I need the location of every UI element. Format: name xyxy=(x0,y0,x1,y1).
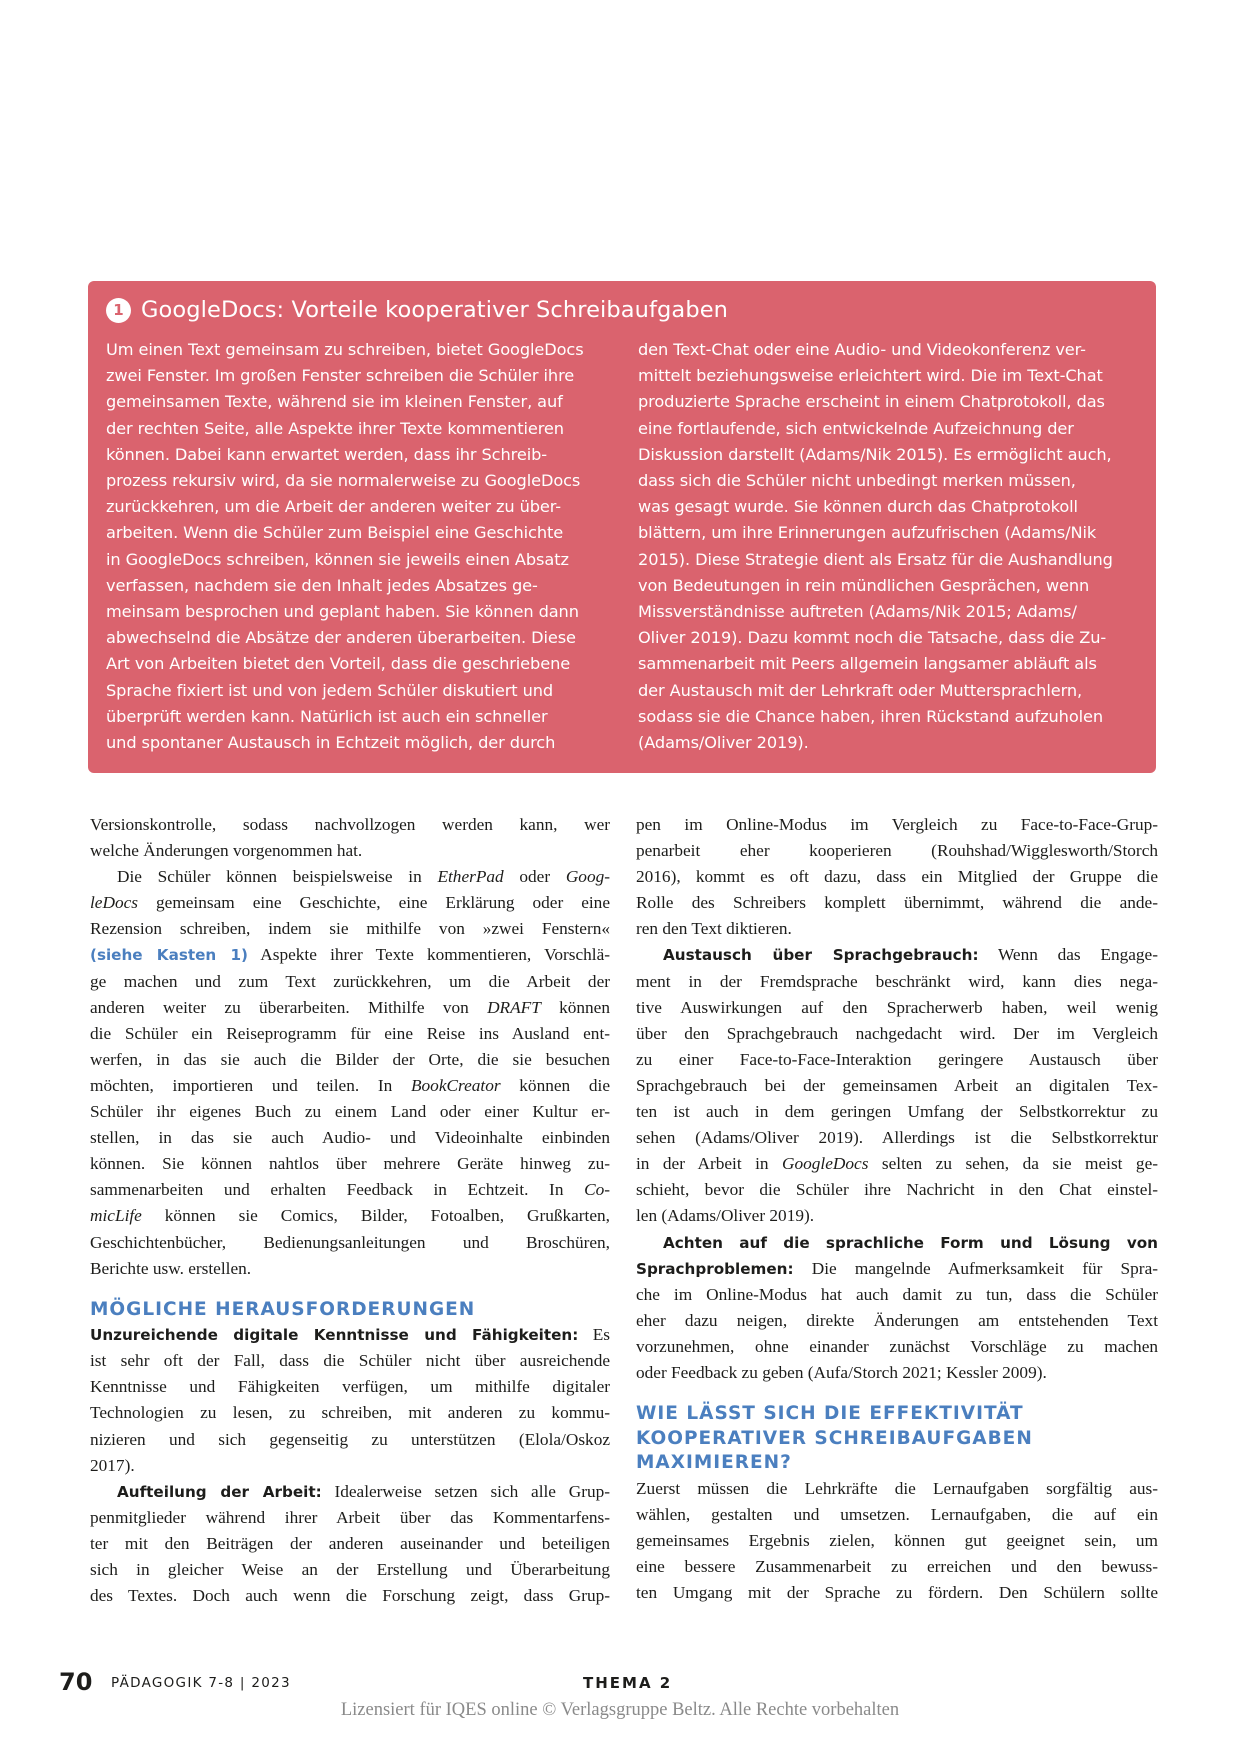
text-line: Schüler ihr eigenes Buch zu einem Land oder einer Kultur er- xyxy=(90,1102,610,1122)
box-line: Missverständnisse auftreten (Adams/Nik 2015; Adams/ xyxy=(638,602,1077,622)
body-right-column xyxy=(636,812,1158,1606)
text: können die xyxy=(500,1075,610,1095)
text-line: ist sehr oft der Fall, dass die Schüler nicht über ausreichende xyxy=(90,1351,610,1371)
text-line: penmitglieder während ihrer Arbeit über das Kommentarfens- xyxy=(90,1507,610,1527)
text-line: Sprachgebrauch bei der gemeinsamen Arbeit an digitalen Tex- xyxy=(636,1075,1158,1095)
text-line xyxy=(636,1230,1158,1256)
box-line: sammenarbeit mit Peers allgemein langsamer abläuft als xyxy=(638,654,1097,674)
heading-line: KOOPERATIVER SCHREIBAUFGABEN xyxy=(636,1427,1033,1449)
text-line: zu einer Face-to-Face-Interaktion geringere Austausch über xyxy=(636,1049,1158,1069)
body-left-column xyxy=(90,812,610,1609)
run-in-heading: Aufteilung der Arbeit: xyxy=(117,1482,322,1501)
text: Die Schüler können beispielsweise in xyxy=(117,867,438,887)
text-line: welche Änderungen vorgenommen hat. xyxy=(90,841,363,861)
spacer xyxy=(90,1282,610,1298)
box-reference-link[interactable]: (siehe Kasten 1) xyxy=(90,946,248,965)
box-line: und spontaner Austausch in Echtzeit möglich, der durch xyxy=(106,733,556,753)
box-line: zurückkehren, um die Arbeit der anderen weiter zu über- xyxy=(106,497,562,517)
paragraph xyxy=(636,1230,1158,1387)
box-line: Um einen Text gemeinsam zu schreiben, bietet GoogleDocs xyxy=(106,340,584,359)
box-line: in GoogleDocs schreiben, können sie jeweils einen Absatz xyxy=(106,549,569,569)
text: Wenn das Engage- xyxy=(978,945,1158,965)
text-line: pen im Online-Modus im Vergleich zu Face-to-Face-Grup- xyxy=(636,815,1158,834)
box-line: eine fortlaufende, sich entwickelnde Aufzeichnung der xyxy=(638,418,1074,438)
heading-line: MAXIMIEREN? xyxy=(636,1452,792,1474)
box-line: der Austausch mit der Lehrkraft oder Muttersprachlern, xyxy=(638,680,1083,700)
box-line: Sprache fixiert ist und von jedem Schüler diskutiert und xyxy=(106,680,554,700)
tool-name-googledocs: GoogleDocs xyxy=(782,1154,869,1174)
box-line: der rechten Seite, alle Aspekte ihrer Texte kommentieren xyxy=(106,418,564,438)
box-line: was gesagt wurde. Sie können durch das Chatprotokoll xyxy=(638,497,1078,517)
info-box-left-column xyxy=(106,337,596,756)
text-line: können. Sie können nahtlos über mehrere Geräte hinweg zu- xyxy=(90,1154,610,1174)
text-line xyxy=(90,1479,610,1505)
text-line: che im Online-Modus hat auch damit zu tun, dass die Schüler xyxy=(636,1284,1158,1304)
text-line xyxy=(636,1151,1158,1177)
box-line: blättern, um ihre Erinnerungen aufzufrischen (Adams/Nik xyxy=(638,523,1097,543)
text-line xyxy=(636,942,1158,968)
text-line: ten Umgang mit der Sprache zu fördern. Den Schülern sollte xyxy=(636,1582,1158,1602)
paragraph xyxy=(90,1322,610,1479)
license-notice: Lizensiert für IQES online © Verlagsgruppe Beltz. Alle Rechte vorbehalten xyxy=(340,1700,900,1720)
text-line xyxy=(90,890,610,916)
tool-name-googledocs: Goog- xyxy=(565,867,610,887)
text-line: penarbeit eher kooperieren (Rouhshad/Wigglesworth/Storch xyxy=(636,841,1158,861)
text-line: 2017). xyxy=(90,1455,135,1475)
run-in-heading: Austausch über Sprachgebrauch: xyxy=(663,946,979,965)
paragraph xyxy=(90,812,610,864)
text-line: Berichte usw. erstellen. xyxy=(90,1258,252,1278)
run-in-heading: Achten auf die sprachliche Form und Lösung von xyxy=(663,1233,1158,1252)
text-line xyxy=(90,1073,610,1099)
text: selten zu sehen, da sie meist ge- xyxy=(868,1154,1158,1174)
text-line: Zuerst müssen die Lehrkräfte die Lernaufgaben sorgfältig aus- xyxy=(636,1478,1158,1498)
text: Aspekte ihrer Texte kommentieren, Vorschlä- xyxy=(247,945,610,965)
text: können sie Comics, Bilder, Fotoalben, Grußkarten, xyxy=(141,1206,610,1226)
box-line: abwechselnd die Absätze der anderen überarbeiten. Diese xyxy=(106,628,576,648)
text-line xyxy=(636,1256,1158,1282)
text: sammenarbeiten und erhalten Feedback in Echtzeit. In xyxy=(90,1180,585,1200)
tool-name-draft: DRAFT xyxy=(487,997,541,1017)
box-line: überprüft werden kann. Natürlich ist auch ein schneller xyxy=(106,706,548,726)
info-box-right-column xyxy=(638,337,1128,756)
text-line: über den Sprachgebrauch nachgedacht wird. Der im Vergleich xyxy=(636,1023,1158,1043)
box-line: Diskussion darstellt (Adams/Nik 2015). Es ermöglicht auch, xyxy=(638,444,1112,464)
text-line xyxy=(90,995,610,1021)
text-line: ge machen und zum Text zurückkehren, um die Arbeit der xyxy=(90,971,610,991)
text-line: gemeinsames Ergebnis zielen, können gut geeignet sein, um xyxy=(636,1530,1158,1550)
text-line xyxy=(90,1322,610,1348)
paragraph xyxy=(636,1476,1158,1606)
text-line: die Schüler ein Reiseprogramm für eine Reise ins Ausland ent- xyxy=(90,1023,610,1043)
text-line: wählen, gestalten und umsetzen. Lernaufgaben, die auf ein xyxy=(636,1504,1158,1524)
text-line: oder Feedback zu geben (Aufa/Storch 2021; Kessler 2009). xyxy=(636,1362,1047,1382)
text-line xyxy=(90,1177,610,1203)
paragraph xyxy=(90,864,610,1282)
box-line: können. Dabei kann erwartet werden, dass ihr Schreib- xyxy=(106,444,548,464)
text-line: Technologien zu lesen, zu schreiben, mit anderen zu kommu- xyxy=(90,1403,610,1423)
text-line: Kenntnisse und Fähigkeiten verfügen, um mithilfe digitaler xyxy=(90,1377,610,1397)
text-line: ment in der Fremdsprache beschränkt wird, kann dies nega- xyxy=(636,971,1158,991)
box-line: produzierte Sprache erscheint in einem Chatprotokoll, das xyxy=(638,392,1105,412)
text-line: Rezension schreiben, indem sie mithilfe von »zwei Fenstern« xyxy=(90,919,610,939)
tool-name-comiclife: micLife xyxy=(90,1206,142,1226)
text-line: sich in gleicher Weise an der Erstellung und Überarbeitung xyxy=(90,1560,610,1580)
text: oder xyxy=(503,867,566,887)
box-line: (Adams/Oliver 2019). xyxy=(638,733,809,753)
text-line xyxy=(90,864,610,890)
box-line: mittelt beziehungsweise erleichtert wird. Die im Text-Chat xyxy=(638,366,1103,386)
text-line: ren den Text diktieren. xyxy=(636,919,792,939)
paragraph xyxy=(636,942,1158,1229)
box-line: Oliver 2019). Dazu kommt noch die Tatsache, dass die Zu- xyxy=(638,628,1107,648)
tool-name-comiclife: Co- xyxy=(584,1180,610,1200)
box-line: den Text-Chat oder eine Audio- und Videokonferenz ver- xyxy=(638,340,1086,359)
tool-name-googledocs: leDocs xyxy=(90,893,138,913)
box-line: sodass sie die Chance haben, ihren Rückstand aufzuholen xyxy=(638,706,1104,726)
box-line: von Bedeutungen in rein mündlichen Gesprächen, wenn xyxy=(638,575,1090,595)
text-line: des Textes. Doch auch wenn die Forschung zeigt, dass Grup- xyxy=(90,1586,610,1606)
text-line: Rolle des Schreibers komplett übernimmt, während die ande- xyxy=(636,893,1158,913)
text-line: tive Auswirkungen auf den Spracherwerb haben, weil wenig xyxy=(636,997,1158,1017)
text-line: ten ist auch in dem geringen Umfang der Selbstkorrektur zu xyxy=(636,1102,1158,1122)
text-line: schieht, bevor die Schüler ihre Nachricht in den Chat einstel- xyxy=(636,1180,1158,1200)
box-line: arbeiten. Wenn die Schüler zum Beispiel eine Geschichte xyxy=(106,523,564,543)
text: in der Arbeit in xyxy=(636,1154,783,1174)
spacer xyxy=(636,1386,1158,1402)
box-line: zwei Fenster. Im großen Fenster schreiben die Schüler ihre xyxy=(106,366,575,386)
box-number-badge: 1 xyxy=(106,298,131,323)
text-line: ter mit den Beiträgen der anderen auseinander und beteiligen xyxy=(90,1533,610,1553)
text-line: werfen, in das sie auch die Bilder der Orte, die sie besuchen xyxy=(90,1049,610,1069)
box-line: gemeinsamen Texte, während sie im kleinen Fenster, auf xyxy=(106,392,563,412)
box-line: meinsam besprochen und geplant haben. Sie können dann xyxy=(106,602,579,622)
info-box-googledocs xyxy=(88,281,1156,773)
page-number: 70 xyxy=(59,1668,93,1696)
run-in-heading: Sprachproblemen: xyxy=(636,1259,794,1278)
text-line: sehen (Adams/Oliver 2019). Allerdings ist die Selbstkorrektur xyxy=(636,1128,1158,1148)
box-line: prozess rekursiv wird, da sie normalerweise zu GoogleDocs xyxy=(106,471,581,491)
paragraph xyxy=(90,1479,610,1609)
text-line: 2016), kommt es oft dazu, dass ein Mitglied der Gruppe die xyxy=(636,867,1158,887)
text-line: nizieren und sich gegenseitig zu unterstützen (Elola/Oskoz xyxy=(90,1429,610,1449)
run-in-heading: Unzureichende digitale Kenntnisse und Fähigkeiten: xyxy=(90,1326,579,1345)
paragraph xyxy=(636,812,1158,942)
text: können xyxy=(540,997,610,1017)
text-line: Versionskontrolle, sodass nachvollzogen werden kann, wer xyxy=(90,815,610,834)
text-line: vorzunehmen, ohne einander zunächst Vorschläge zu machen xyxy=(636,1336,1158,1356)
info-box-title-text: GoogleDocs: Vorteile kooperativer Schreibaufgaben xyxy=(141,297,729,323)
text: gemeinsam eine Geschichte, eine Erklärung oder eine xyxy=(138,893,610,913)
text: Idealerweise setzen sich alle Grup- xyxy=(321,1481,610,1501)
box-line: 2015). Diese Strategie dient als Ersatz für die Aushandlung xyxy=(638,549,1113,569)
text-line: eine bessere Zusammenarbeit zu erreichen und den bewuss- xyxy=(636,1556,1158,1576)
heading-line: WIE LÄSST SICH DIE EFFEKTIVITÄT xyxy=(636,1403,1024,1425)
section-label: THEMA 2 xyxy=(583,1674,673,1692)
text-line xyxy=(90,1203,610,1229)
section-heading xyxy=(636,1402,1158,1476)
info-box-title xyxy=(106,297,728,323)
text-line xyxy=(90,942,610,968)
tool-name-etherpad: EtherPad xyxy=(437,867,504,887)
section-heading: MÖGLICHE HERAUSFORDERUNGEN xyxy=(90,1298,476,1320)
box-line: dass sich die Schüler nicht unbedingt merken müssen, xyxy=(638,471,1076,491)
text: anderen weiter zu überarbeiten. Mithilfe von xyxy=(90,997,488,1017)
text: möchten, importieren und teilen. In xyxy=(90,1075,411,1095)
tool-name-bookcreator: BookCreator xyxy=(410,1075,501,1095)
text-line: len (Adams/Oliver 2019). xyxy=(636,1206,815,1226)
magazine-issue: PÄDAGOGIK 7-8 | 2023 xyxy=(111,1675,291,1691)
text-line: Geschichtenbücher, Bedienungsanleitungen und Broschüren, xyxy=(90,1232,610,1252)
box-line: verfassen, nachdem sie den Inhalt jedes Absatzes ge- xyxy=(106,575,538,595)
text-line: eher dazu neigen, direkte Änderungen am entstehenden Text xyxy=(636,1310,1158,1330)
text: Die mangelnde Aufmerksamkeit für Spra- xyxy=(793,1258,1158,1278)
text-line: stellen, in das sie auch Audio- und Videoinhalte einbinden xyxy=(90,1128,610,1148)
text: Es xyxy=(578,1325,610,1345)
box-line: Art von Arbeiten bietet den Vorteil, dass die geschriebene xyxy=(106,654,571,674)
